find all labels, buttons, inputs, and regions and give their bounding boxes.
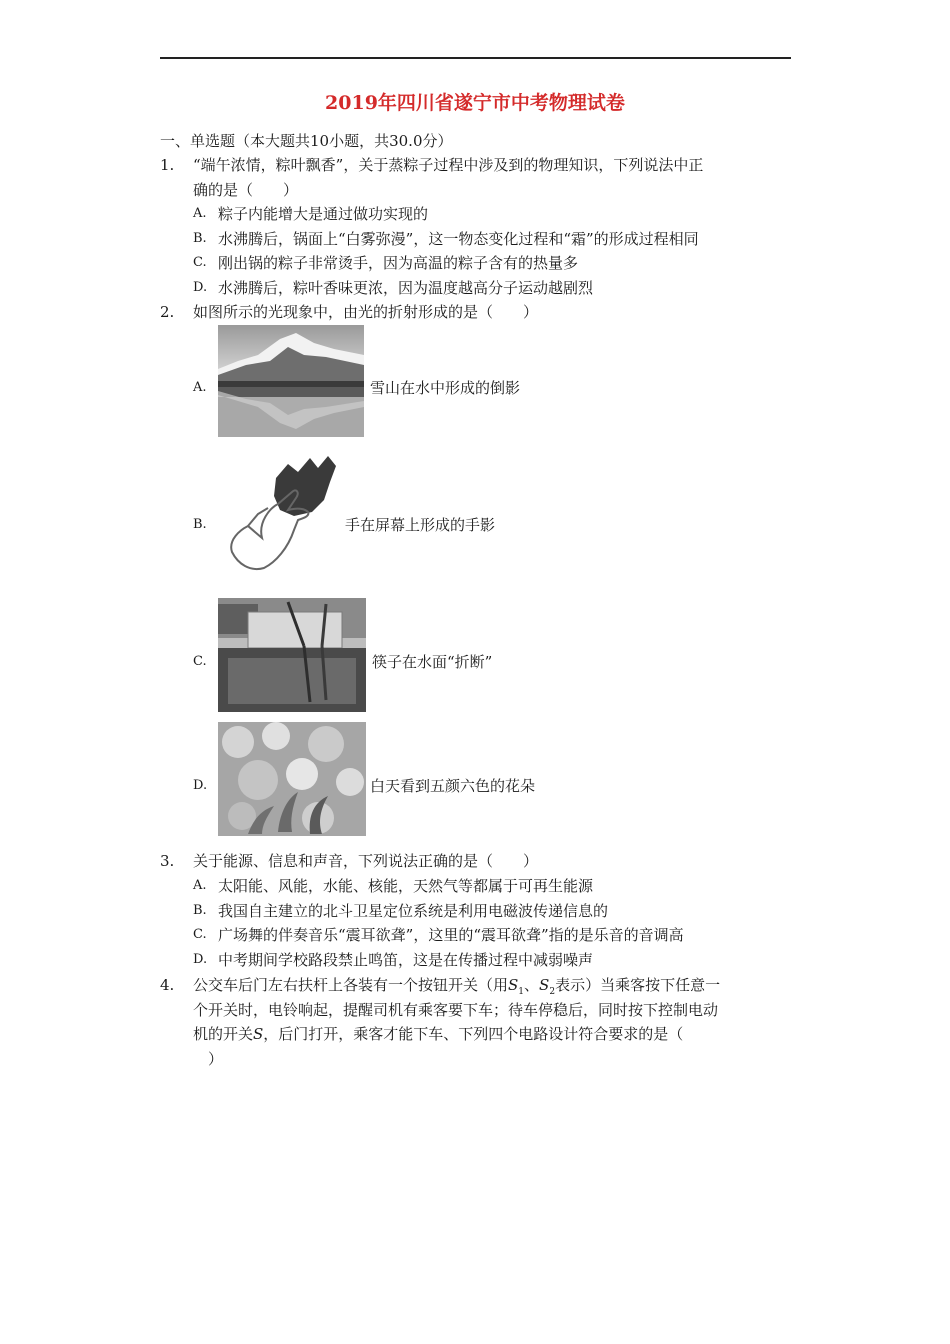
q2-option-d-letter: D. [193, 778, 208, 793]
question-number-4: 4. [160, 976, 175, 994]
q3-option-b-letter: B. [193, 903, 207, 918]
flowers-image [218, 722, 366, 836]
q1-option-d-text: 水沸腾后，粽叶香味更浓，因为温度越高分子运动越剧烈 [218, 279, 594, 297]
question-4-text-line4: ） [208, 1050, 224, 1068]
section-heading: 一、单选题（本大题共10小题，共30.0分） [160, 132, 453, 150]
question-4-text-line1: 公交车后门左右扶杆上各装有一个按钮开关（用$S_1$、$S_2$表示）当乘客按下任意一 [193, 976, 721, 997]
q2-option-a-letter: A. [193, 380, 207, 395]
q1-option-c-letter: C. [193, 255, 207, 270]
q2-option-d-text: 白天看到五颜六色的花朵 [370, 777, 536, 795]
question-number-2: 2. [160, 303, 175, 321]
mountain-reflection-image [218, 325, 364, 437]
q2-option-c-text: 筷子在水面“折断” [372, 653, 493, 671]
q3-option-a-letter: A. [193, 878, 207, 893]
q1-option-d-letter: D. [193, 280, 208, 295]
q2-option-a-text: 雪山在水中形成的倒影 [370, 379, 521, 397]
question-2-text-line1: 如图所示的光现象中，由光的折射形成的是（ ） [193, 303, 539, 321]
header-rule [160, 57, 791, 59]
q2-option-c-letter: C. [193, 654, 207, 669]
question-number-1: 1. [160, 156, 175, 174]
q3-option-c-letter: C. [193, 927, 207, 942]
q1-option-b-text: 水沸腾后，锅面上“白雾弥漫”，这一物态变化过程和“霜”的形成过程相同 [218, 230, 699, 248]
q3-option-c-text: 广场舞的伴奏音乐“震耳欲聋”，这里的“震耳欲聋”指的是乐音的音调高 [218, 926, 684, 944]
q1-option-b-letter: B. [193, 231, 207, 246]
hand-shadow-image [218, 452, 340, 580]
page-title: 2019年四川省遂宁市中考物理试卷 [325, 92, 625, 114]
question-3-text-line1: 关于能源、信息和声音，下列说法正确的是（ ） [193, 852, 539, 870]
question-1-text-line1: “端午浓情，粽叶飘香”，关于蒸粽子过程中涉及到的物理知识，下列说法中正 [193, 156, 704, 174]
q3-option-d-text: 中考期间学校路段禁止鸣笛，这是在传播过程中减弱噪声 [218, 951, 594, 969]
q1-option-a-letter: A. [193, 206, 207, 221]
question-4-text-line3: 机的开关S，后门打开，乘客才能下车、下列四个电路设计符合要求的是（ [193, 1025, 684, 1043]
q3-option-a-text: 太阳能、风能，水能、核能，天然气等都属于可再生能源 [218, 877, 594, 895]
q3-option-b-text: 我国自主建立的北斗卫星定位系统是利用电磁波传递信息的 [218, 902, 609, 920]
question-number-3: 3. [160, 852, 175, 870]
q1-option-c-text: 刚出锅的粽子非常烫手，因为高温的粽子含有的热量多 [218, 254, 579, 272]
chopsticks-in-water-image [218, 598, 366, 712]
q1-option-a-text: 粽子内能增大是通过做功实现的 [218, 205, 429, 223]
q3-option-d-letter: D. [193, 952, 208, 967]
question-1-text-line2: 确的是（ ） [193, 181, 299, 199]
question-4-text-line2: 个开关时，电铃响起，提醒司机有乘客要下车；待车停稳后，同时按下控制电动 [193, 1001, 719, 1019]
q2-option-b-text: 手在屏幕上形成的手影 [345, 516, 496, 534]
q2-option-b-letter: B. [193, 517, 207, 532]
